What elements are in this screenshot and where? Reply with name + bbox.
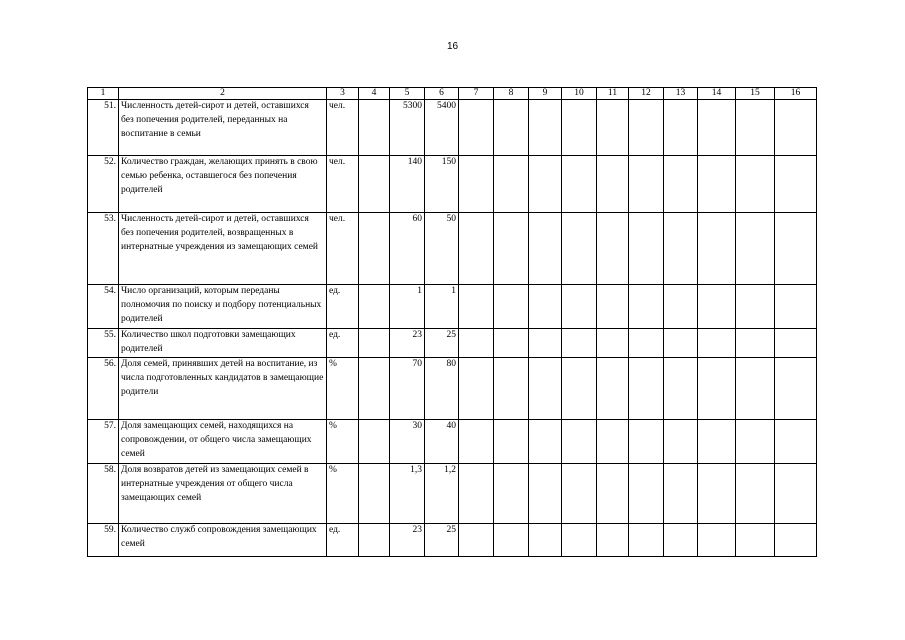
empty-cell-col-13 xyxy=(664,464,698,524)
column-number-row xyxy=(88,88,817,100)
value-col-4 xyxy=(359,329,390,358)
column-header-12: 12 xyxy=(629,88,664,100)
empty-cell-col-7 xyxy=(459,420,494,464)
value-col-4 xyxy=(359,358,390,420)
value-col-5: 30 xyxy=(390,420,425,464)
empty-cell-col-8 xyxy=(494,524,529,557)
indicator-name: Количество служб сопровождения замещающих семей xyxy=(119,524,327,557)
column-header-7: 7 xyxy=(459,88,494,100)
unit-cell: ед. xyxy=(327,524,359,557)
empty-cell-col-9 xyxy=(529,213,562,285)
value-col-4 xyxy=(359,464,390,524)
empty-cell-col-13 xyxy=(664,358,698,420)
empty-cell-col-10 xyxy=(562,285,597,329)
value-col-4 xyxy=(359,156,390,213)
empty-cell-col-14 xyxy=(698,329,736,358)
table-row xyxy=(88,100,817,156)
empty-cell-col-9 xyxy=(529,285,562,329)
value-col-6: 1,2 xyxy=(425,464,459,524)
empty-cell-col-10 xyxy=(562,156,597,213)
table-row xyxy=(88,213,817,285)
unit-cell: % xyxy=(327,358,359,420)
empty-cell-col-11 xyxy=(597,285,629,329)
empty-cell-col-11 xyxy=(597,100,629,156)
table-row xyxy=(88,464,817,524)
row-number: 51. xyxy=(88,100,119,156)
empty-cell-col-12 xyxy=(629,100,664,156)
empty-cell-col-10 xyxy=(562,213,597,285)
empty-cell-col-15 xyxy=(736,524,775,557)
unit-cell: % xyxy=(327,464,359,524)
value-col-6: 25 xyxy=(425,329,459,358)
empty-cell-col-12 xyxy=(629,329,664,358)
empty-cell-col-12 xyxy=(629,156,664,213)
indicator-name: Доля замещающих семей, находящихся на сопровождении, от общего числа замещающих семей xyxy=(119,420,327,464)
empty-cell-col-8 xyxy=(494,100,529,156)
empty-cell-col-8 xyxy=(494,358,529,420)
empty-cell-col-11 xyxy=(597,156,629,213)
empty-cell-col-7 xyxy=(459,213,494,285)
value-col-5: 140 xyxy=(390,156,425,213)
value-col-5: 23 xyxy=(390,524,425,557)
empty-cell-col-9 xyxy=(529,100,562,156)
empty-cell-col-9 xyxy=(529,156,562,213)
empty-cell-col-16 xyxy=(775,156,817,213)
column-header-8: 8 xyxy=(494,88,529,100)
empty-cell-col-13 xyxy=(664,524,698,557)
indicator-name: Численность детей-сирот и детей, оставшихся без попечения родителей, переданных на воспитание в семьи xyxy=(119,100,327,156)
value-col-5: 60 xyxy=(390,213,425,285)
column-header-4: 4 xyxy=(359,88,390,100)
empty-cell-col-16 xyxy=(775,464,817,524)
empty-cell-col-10 xyxy=(562,358,597,420)
table-row xyxy=(88,329,817,358)
value-col-6: 150 xyxy=(425,156,459,213)
empty-cell-col-14 xyxy=(698,156,736,213)
value-col-4 xyxy=(359,420,390,464)
empty-cell-col-16 xyxy=(775,100,817,156)
empty-cell-col-15 xyxy=(736,464,775,524)
unit-cell: ед. xyxy=(327,329,359,358)
empty-cell-col-7 xyxy=(459,358,494,420)
column-header-10: 10 xyxy=(562,88,597,100)
column-header-9: 9 xyxy=(529,88,562,100)
value-col-5: 70 xyxy=(390,358,425,420)
empty-cell-col-13 xyxy=(664,213,698,285)
empty-cell-col-7 xyxy=(459,156,494,213)
empty-cell-col-13 xyxy=(664,285,698,329)
empty-cell-col-8 xyxy=(494,329,529,358)
table-row xyxy=(88,156,817,213)
empty-cell-col-14 xyxy=(698,524,736,557)
value-col-4 xyxy=(359,285,390,329)
empty-cell-col-7 xyxy=(459,329,494,358)
empty-cell-col-16 xyxy=(775,213,817,285)
value-col-4 xyxy=(359,524,390,557)
empty-cell-col-8 xyxy=(494,156,529,213)
value-col-6: 1 xyxy=(425,285,459,329)
row-number: 54. xyxy=(88,285,119,329)
empty-cell-col-15 xyxy=(736,285,775,329)
empty-cell-col-12 xyxy=(629,524,664,557)
empty-cell-col-15 xyxy=(736,358,775,420)
empty-cell-col-11 xyxy=(597,524,629,557)
empty-cell-col-13 xyxy=(664,329,698,358)
column-header-16: 16 xyxy=(775,88,817,100)
empty-cell-col-14 xyxy=(698,285,736,329)
empty-cell-col-7 xyxy=(459,524,494,557)
unit-cell: % xyxy=(327,420,359,464)
table-row xyxy=(88,358,817,420)
indicator-name: Количество школ подготовки замещающих родителей xyxy=(119,329,327,358)
empty-cell-col-7 xyxy=(459,464,494,524)
empty-cell-col-8 xyxy=(494,420,529,464)
empty-cell-col-16 xyxy=(775,285,817,329)
value-col-5: 23 xyxy=(390,329,425,358)
row-number: 59. xyxy=(88,524,119,557)
table-row xyxy=(88,285,817,329)
indicator-name: Численность детей-сирот и детей, оставшихся без попечения родителей, возвращенных в интернатные учреждения из замещающих семей xyxy=(119,213,327,285)
empty-cell-col-9 xyxy=(529,464,562,524)
empty-cell-col-9 xyxy=(529,420,562,464)
empty-cell-col-14 xyxy=(698,213,736,285)
column-header-5: 5 xyxy=(390,88,425,100)
empty-cell-col-9 xyxy=(529,329,562,358)
row-number: 55. xyxy=(88,329,119,358)
empty-cell-col-14 xyxy=(698,420,736,464)
value-col-4 xyxy=(359,100,390,156)
column-header-14: 14 xyxy=(698,88,736,100)
table-body xyxy=(88,100,817,557)
page-number: 16 xyxy=(446,41,459,52)
indicator-name: Количество граждан, желающих принять в свою семью ребенка, оставшегося без попечения родителей xyxy=(119,156,327,213)
indicator-name: Доля возвратов детей из замещающих семей в интернатные учреждения от общего числа замещающих семей xyxy=(119,464,327,524)
empty-cell-col-8 xyxy=(494,285,529,329)
empty-cell-col-10 xyxy=(562,464,597,524)
empty-cell-col-12 xyxy=(629,464,664,524)
indicator-name: Доля семей, принявших детей на воспитание, из числа подготовленных кандидатов в замещающие родители xyxy=(119,358,327,420)
column-header-1: 1 xyxy=(88,88,119,100)
value-col-6: 50 xyxy=(425,213,459,285)
empty-cell-col-8 xyxy=(494,464,529,524)
empty-cell-col-15 xyxy=(736,100,775,156)
row-number: 53. xyxy=(88,213,119,285)
empty-cell-col-13 xyxy=(664,100,698,156)
unit-cell: чел. xyxy=(327,213,359,285)
value-col-6: 5400 xyxy=(425,100,459,156)
column-header-6: 6 xyxy=(425,88,459,100)
empty-cell-col-16 xyxy=(775,420,817,464)
table-row xyxy=(88,524,817,557)
column-header-2: 2 xyxy=(119,88,327,100)
empty-cell-col-13 xyxy=(664,420,698,464)
empty-cell-col-13 xyxy=(664,156,698,213)
value-col-5: 1 xyxy=(390,285,425,329)
empty-cell-col-15 xyxy=(736,329,775,358)
empty-cell-col-14 xyxy=(698,464,736,524)
value-col-5: 5300 xyxy=(390,100,425,156)
value-col-4 xyxy=(359,213,390,285)
empty-cell-col-11 xyxy=(597,213,629,285)
column-header-3: 3 xyxy=(327,88,359,100)
value-col-6: 25 xyxy=(425,524,459,557)
empty-cell-col-14 xyxy=(698,100,736,156)
empty-cell-col-15 xyxy=(736,213,775,285)
empty-cell-col-15 xyxy=(736,420,775,464)
empty-cell-col-16 xyxy=(775,329,817,358)
empty-cell-col-10 xyxy=(562,420,597,464)
empty-cell-col-10 xyxy=(562,100,597,156)
empty-cell-col-11 xyxy=(597,329,629,358)
empty-cell-col-9 xyxy=(529,358,562,420)
empty-cell-col-16 xyxy=(775,358,817,420)
row-number: 58. xyxy=(88,464,119,524)
empty-cell-col-10 xyxy=(562,524,597,557)
row-number: 52. xyxy=(88,156,119,213)
unit-cell: чел. xyxy=(327,100,359,156)
value-col-6: 40 xyxy=(425,420,459,464)
column-header-11: 11 xyxy=(597,88,629,100)
empty-cell-col-11 xyxy=(597,358,629,420)
empty-cell-col-10 xyxy=(562,329,597,358)
empty-cell-col-9 xyxy=(529,524,562,557)
column-header-13: 13 xyxy=(664,88,698,100)
value-col-6: 80 xyxy=(425,358,459,420)
empty-cell-col-16 xyxy=(775,524,817,557)
empty-cell-col-11 xyxy=(597,420,629,464)
unit-cell: чел. xyxy=(327,156,359,213)
empty-cell-col-12 xyxy=(629,285,664,329)
row-number: 56. xyxy=(88,358,119,420)
indicators-table xyxy=(87,87,817,557)
empty-cell-col-7 xyxy=(459,285,494,329)
empty-cell-col-12 xyxy=(629,358,664,420)
indicator-name: Число организаций, которым переданы полномочия по поиску и подбору потенциальных родителей xyxy=(119,285,327,329)
table-row xyxy=(88,420,817,464)
empty-cell-col-14 xyxy=(698,358,736,420)
empty-cell-col-8 xyxy=(494,213,529,285)
value-col-5: 1,3 xyxy=(390,464,425,524)
empty-cell-col-12 xyxy=(629,213,664,285)
column-header-15: 15 xyxy=(736,88,775,100)
unit-cell: ед. xyxy=(327,285,359,329)
empty-cell-col-15 xyxy=(736,156,775,213)
empty-cell-col-7 xyxy=(459,100,494,156)
empty-cell-col-12 xyxy=(629,420,664,464)
empty-cell-col-11 xyxy=(597,464,629,524)
row-number: 57. xyxy=(88,420,119,464)
